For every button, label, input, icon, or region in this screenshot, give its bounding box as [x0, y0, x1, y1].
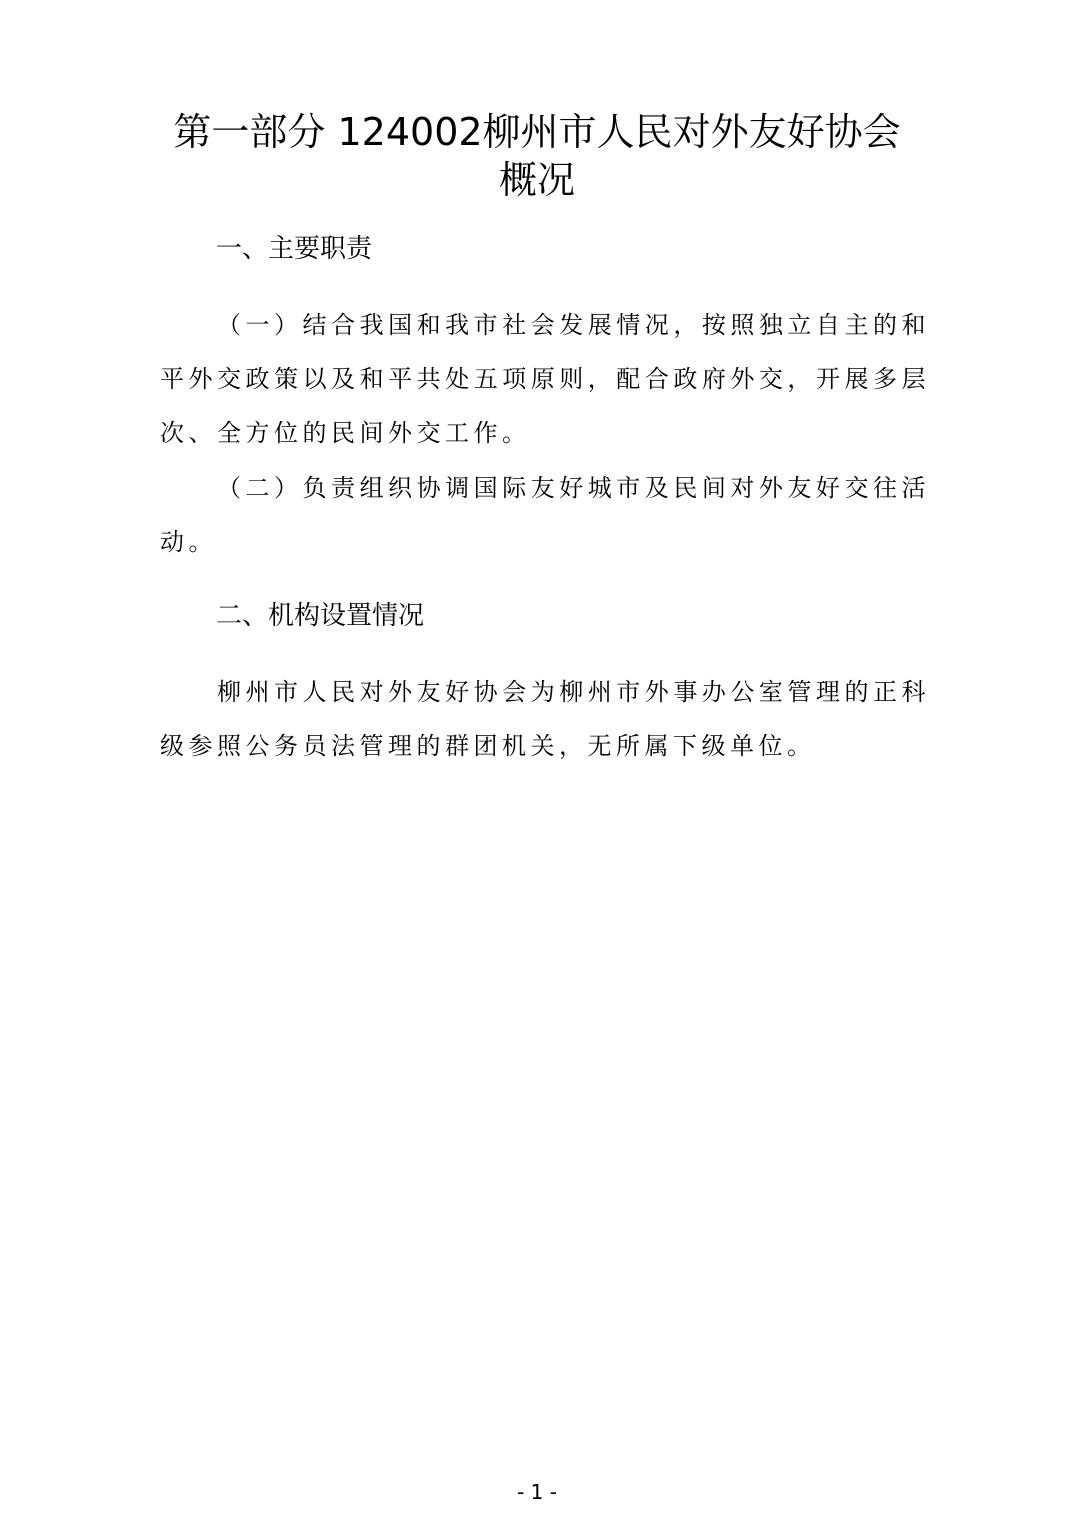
page-title — [100, 108, 974, 204]
paragraph-organization: 柳州市人民对外友好协会为柳州市外事办公室管理的正科级参照公务员法管理的群团机关，无所属下级单位。 — [160, 678, 930, 760]
paragraph-duty-1: （一）结合我国和我市社会发展情况，按照独立自主的和平外交政策以及和平共处五项原则，配合政府外交，开展多层次、全方位的民间外交工作。 — [160, 311, 930, 447]
section-heading-organization: 二、机构设置情况 — [216, 601, 425, 631]
page-title-line-1: 第一部分 124002柳州市人民对外友好协会 — [173, 110, 901, 154]
paragraph-duty-2: （二）负责组织协调国际友好城市及民间对外友好交往活动。 — [160, 474, 930, 556]
page-number: - 1 - — [517, 1480, 557, 1504]
page-title-line-2: 概况 — [498, 158, 575, 202]
section-heading-duties: 一、主要职责 — [216, 234, 373, 264]
